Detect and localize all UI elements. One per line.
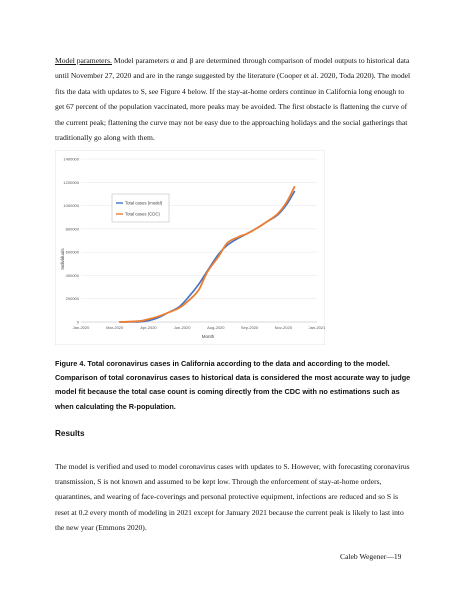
- x-tick-label: Sep-2020: [240, 325, 259, 330]
- y-tick-label: 200000: [65, 296, 79, 302]
- x-tick-label: Mar-2020: [106, 325, 124, 330]
- model-parameters-lead: Model parameters.: [55, 56, 112, 65]
- legend-box: [112, 194, 169, 222]
- y-tick-label: 800000: [65, 226, 79, 232]
- chart-svg: [55, 150, 325, 345]
- legend-cdc-label: Total cases (CDC): [125, 211, 160, 217]
- results-paragraph: The model is verified and used to model coronavirus cases with updates to S. However, with forecasting coronavirus transmission, S is not known and assumed to be kept low. Through the enforcement of stay-at-home orders, quarantines, and wearing of face-coverings and personal protective equipment, infections are reduced and so S is reset at 0.2 every month of modeling in 2021 except for January 2021 because the current peak is likely to last into the new year (Emmons 2020).: [55, 462, 410, 532]
- x-tick-label: Jun-2020: [173, 325, 191, 330]
- y-tick-label: 0: [76, 319, 79, 325]
- x-tick-label: Apr-2020: [140, 325, 157, 330]
- model-parameters-paragraph: [55, 53, 413, 145]
- results-heading: Results: [55, 429, 85, 438]
- chart-frame: [55, 150, 325, 345]
- model-parameters-text: Model parameters α and β are determined through comparison of model outputs to historical data until November 27, 2020 and are in the range suggested by the literature (Cooper et al. 2020, Toda 2020). The model fits the data with updates to S, see Figure 4 below. If the stay-at-home orders continue in California long enough to get 67 percent of the population vaccinated, more peaks may be avoided. The first obstacle is flattening the curve of the current peak; flattening the curve may not be easy due to the approaching holidays and the social gatherings that traditionally go along with them.: [55, 56, 411, 143]
- y-axis-label: Individuals: [60, 248, 65, 270]
- x-tick-label: Nov-2020: [274, 325, 292, 330]
- x-tick-label: Aug-2020: [207, 325, 225, 330]
- y-tick-label: 1400000: [63, 156, 79, 162]
- y-tick-label: 400000: [65, 272, 79, 278]
- page-footer: Caleb Wegener—19: [340, 552, 402, 561]
- figure-4-chart: [55, 150, 325, 345]
- y-tick-label: 1200000: [63, 179, 79, 185]
- x-tick-label: Jan-2020: [72, 325, 90, 330]
- figure-caption: Figure 4. Total coronavirus cases in California according to the data and according to the model. Comparison of total coronavirus cases to historical data is considered the most accurate way to judge model fit because the total case count is coming directly from the CDC with no estimations such as when calculating the R-population.: [55, 359, 411, 411]
- y-tick-label: 600000: [65, 249, 79, 255]
- chart-legend: [112, 194, 169, 222]
- x-tick-label: Jan-2021: [308, 325, 325, 330]
- legend-model-label: Total cases (model): [125, 200, 163, 206]
- x-axis-label: Month: [201, 334, 215, 339]
- y-tick-label: 1000000: [63, 203, 79, 209]
